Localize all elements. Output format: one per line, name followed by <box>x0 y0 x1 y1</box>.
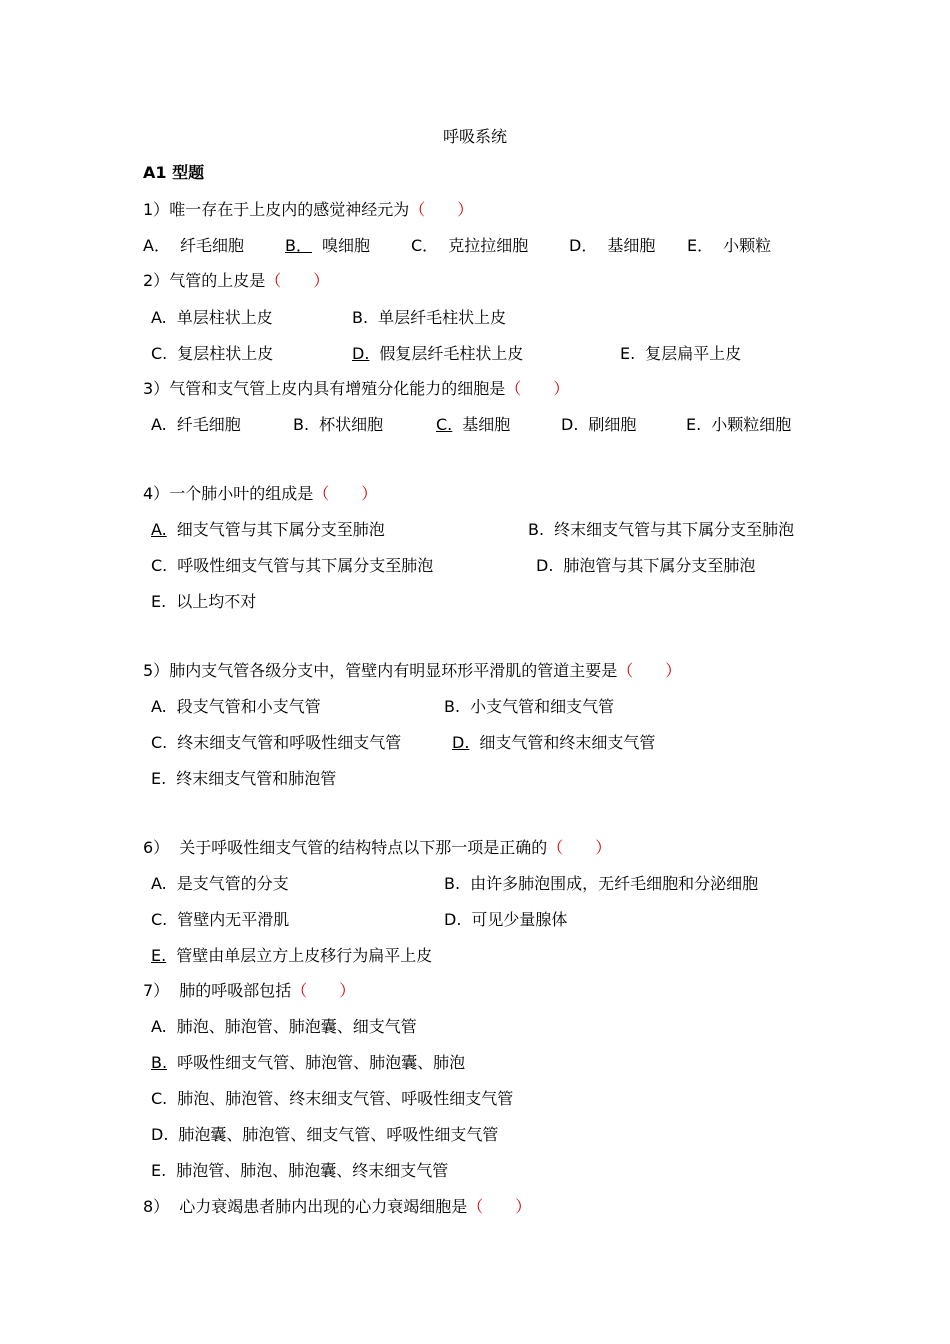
option-text: 终末细支气管与其下属分支至肺泡 <box>554 520 795 539</box>
question-stem <box>143 197 473 220</box>
option-letter: D. <box>444 910 462 929</box>
option-letter: E. <box>686 415 702 434</box>
answer-option <box>285 233 370 256</box>
option-text: 复层柱状上皮 <box>177 344 274 363</box>
option-text: 呼吸性细支气管、肺泡管、肺泡囊、肺泡 <box>177 1053 466 1072</box>
answer-option <box>151 730 401 753</box>
answer-blank: （ ） <box>265 271 330 290</box>
option-letter: D. <box>536 556 554 575</box>
option-text: 假复层纤毛柱状上皮 <box>379 344 524 363</box>
answer-option <box>536 553 755 576</box>
answer-option <box>436 412 510 435</box>
question-number: 3） <box>143 379 170 398</box>
option-letter: C. <box>151 1089 168 1108</box>
option-letter: D. <box>352 344 370 363</box>
question-text: 肺内支气管各级分支中，管壁内有明显环形平滑肌的管道主要是 <box>169 661 618 680</box>
option-letter: B. <box>528 520 545 539</box>
option-letter: A. <box>151 308 167 327</box>
question-stem <box>143 978 355 1001</box>
answer-option <box>444 907 567 930</box>
answer-blank: （ ） <box>291 981 356 1000</box>
answer-option <box>151 694 321 717</box>
option-text: 肺泡、肺泡管、肺泡囊、细支气管 <box>176 1017 417 1036</box>
answer-option <box>293 412 383 435</box>
option-letter: B. <box>444 874 461 893</box>
option-text: 细支气管和终末细支气管 <box>479 733 656 752</box>
option-text: 由许多肺泡围成，无纤毛细胞和分泌细胞 <box>470 874 759 893</box>
option-letter: A． <box>143 236 170 255</box>
option-text: 肺泡管、肺泡、肺泡囊、终末细支气管 <box>176 1161 449 1180</box>
question-text: 肺的呼吸部包括 <box>179 981 292 1000</box>
answer-option <box>151 1158 448 1181</box>
answer-option <box>151 1086 513 1109</box>
answer-option <box>561 412 636 435</box>
question-number: 8） <box>143 1197 170 1216</box>
option-text: 管壁内无平滑肌 <box>177 910 290 929</box>
answer-blank: （ ） <box>467 1197 532 1216</box>
option-letter: E． <box>687 236 714 255</box>
answer-option <box>444 871 758 894</box>
question-number: 6） <box>143 838 170 857</box>
answer-option <box>151 412 241 435</box>
option-letter: E. <box>151 1161 167 1180</box>
option-text: 终末细支气管和肺泡管 <box>176 769 337 788</box>
question-number: 5） <box>143 661 170 680</box>
answer-option <box>151 943 432 966</box>
option-letter: E. <box>151 946 167 965</box>
option-text: 杯状细胞 <box>319 415 384 434</box>
question-text: 唯一存在于上皮内的感觉神经元为 <box>169 200 410 219</box>
option-letter: C. <box>151 344 168 363</box>
option-text: 小颗粒 <box>723 236 772 255</box>
option-text: 基细胞 <box>607 236 656 255</box>
option-text: 肺泡、肺泡管、终末细支气管、呼吸性细支气管 <box>177 1089 514 1108</box>
option-text: 嗅细胞 <box>321 236 370 255</box>
question-text: 气管和支气管上皮内具有增殖分化能力的细胞是 <box>169 379 506 398</box>
question-text: 气管的上皮是 <box>169 271 266 290</box>
option-text: 以上均不对 <box>176 592 257 611</box>
option-text: 是支气管的分支 <box>176 874 289 893</box>
option-letter: C． <box>411 236 439 255</box>
option-text: 复层扁平上皮 <box>645 344 742 363</box>
option-letter: B． <box>285 236 312 255</box>
answer-option <box>151 1050 465 1073</box>
option-text: 段支气管和小支气管 <box>176 697 321 716</box>
answer-option <box>151 907 289 930</box>
option-letter: A. <box>151 1017 167 1036</box>
answer-option <box>151 517 385 540</box>
answer-option <box>352 341 523 364</box>
answer-option <box>352 305 506 328</box>
option-text: 细支气管与其下属分支至肺泡 <box>176 520 385 539</box>
question-text: 一个肺小叶的组成是 <box>169 484 314 503</box>
answer-option <box>411 233 528 256</box>
answer-option <box>151 589 256 612</box>
option-text: 单层纤毛柱状上皮 <box>378 308 507 327</box>
option-letter: D. <box>151 1125 169 1144</box>
question-text: 心力衰竭患者肺内出现的心力衰竭细胞是 <box>179 1197 468 1216</box>
option-text: 单层柱状上皮 <box>176 308 273 327</box>
answer-blank: （ ） <box>505 379 570 398</box>
question-number: 4） <box>143 484 170 503</box>
question-stem <box>143 1194 531 1217</box>
question-number: 2） <box>143 271 170 290</box>
option-letter: A. <box>151 415 167 434</box>
answer-option <box>151 341 273 364</box>
answer-option <box>686 412 791 435</box>
option-text: 可见少量腺体 <box>471 910 568 929</box>
answer-option <box>452 730 655 753</box>
option-text: 肺泡管与其下属分支至肺泡 <box>563 556 756 575</box>
question-number: 7） <box>143 981 170 1000</box>
option-text: 基细胞 <box>462 415 511 434</box>
answer-blank: （ ） <box>313 484 378 503</box>
option-letter: E. <box>151 769 167 788</box>
question-number: 1） <box>143 200 170 219</box>
answer-option <box>151 305 273 328</box>
option-letter: C. <box>151 910 168 929</box>
section-heading: A1 型题 <box>143 163 205 182</box>
answer-blank: （ ） <box>409 200 474 219</box>
option-letter: A. <box>151 520 167 539</box>
option-letter: D. <box>561 415 579 434</box>
question-stem <box>143 658 681 681</box>
answer-option <box>151 766 336 789</box>
question-text: 关于呼吸性细支气管的结构特点以下那一项是正确的 <box>179 838 548 857</box>
answer-blank: （ ） <box>547 838 612 857</box>
option-letter: A. <box>151 697 167 716</box>
option-letter: E. <box>620 344 636 363</box>
answer-blank: （ ） <box>617 661 682 680</box>
option-letter: E. <box>151 592 167 611</box>
option-letter: C. <box>151 733 168 752</box>
option-text: 纤毛细胞 <box>179 236 244 255</box>
option-text: 小支气管和细支气管 <box>470 697 615 716</box>
question-stem <box>143 376 569 399</box>
document-title: 呼吸系统 <box>442 127 507 146</box>
answer-option <box>528 517 794 540</box>
option-text: 纤毛细胞 <box>176 415 241 434</box>
option-letter: D. <box>452 733 470 752</box>
option-text: 管壁由单层立方上皮移行为扁平上皮 <box>176 946 433 965</box>
option-letter: A. <box>151 874 167 893</box>
question-stem <box>143 481 377 504</box>
option-letter: B. <box>352 308 369 327</box>
option-text: 克拉拉细胞 <box>448 236 529 255</box>
question-stem <box>143 835 611 858</box>
question-stem <box>143 268 329 291</box>
answer-option <box>620 341 741 364</box>
option-letter: B. <box>151 1053 168 1072</box>
answer-option <box>151 1122 498 1145</box>
option-letter: C. <box>151 556 168 575</box>
option-text: 小颗粒细胞 <box>711 415 792 434</box>
option-text: 刷细胞 <box>588 415 637 434</box>
answer-option <box>444 694 614 717</box>
answer-option <box>151 1014 417 1037</box>
option-letter: D． <box>569 236 598 255</box>
answer-option <box>143 233 244 256</box>
answer-option <box>687 233 771 256</box>
option-text: 呼吸性细支气管与其下属分支至肺泡 <box>177 556 434 575</box>
answer-option <box>151 553 433 576</box>
option-letter: C. <box>436 415 453 434</box>
answer-option <box>151 871 289 894</box>
answer-option <box>569 233 655 256</box>
option-letter: B. <box>293 415 310 434</box>
option-letter: B. <box>444 697 461 716</box>
option-text: 肺泡囊、肺泡管、细支气管、呼吸性细支气管 <box>178 1125 499 1144</box>
option-text: 终末细支气管和呼吸性细支气管 <box>177 733 402 752</box>
